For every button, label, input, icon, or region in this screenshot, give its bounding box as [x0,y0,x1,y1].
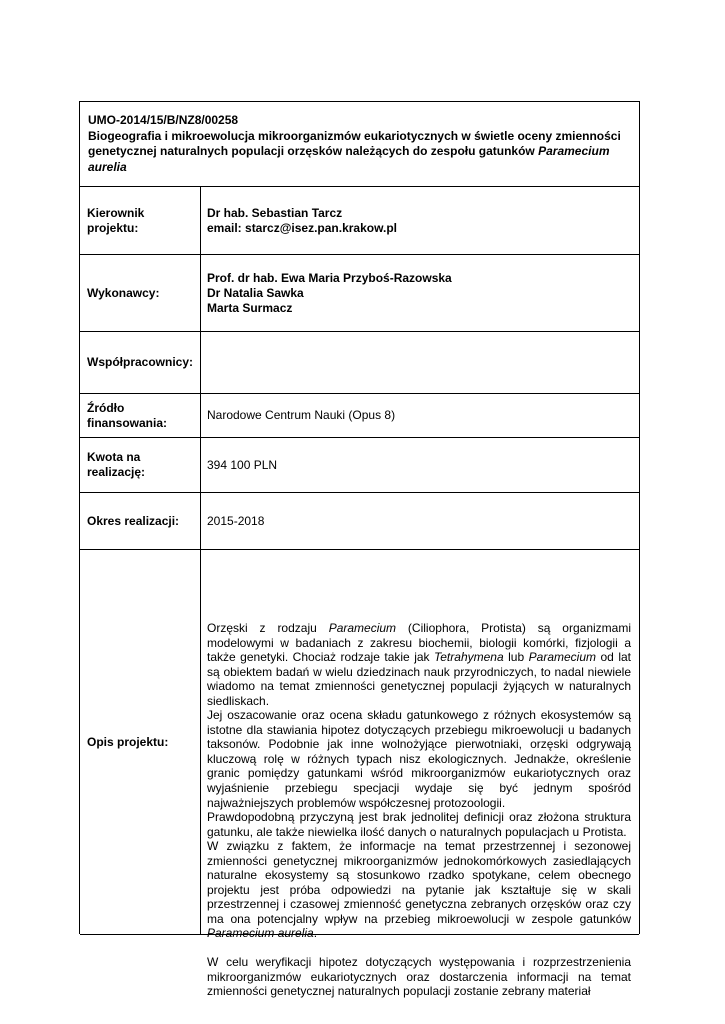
opis-genus: Paramecium [528,650,596,665]
project-header-row [80,102,639,187]
project-title-genus: Paramecium [538,144,610,158]
row-kierownik [80,187,639,255]
label-wykonawcy: Wykonawcy: [80,255,201,331]
project-title [88,129,631,176]
value-opis [201,550,639,999]
opis-paragraph-4 [207,839,631,941]
opis-text: (Ciliophora, Protista) są organizmami modelowymi w badaniach z zakresu biochemii, biologii komórki, fizjologii a także genetyki. Chociaż rodzaje takie jak [207,621,631,665]
label-wspolpracownicy: Współpracownicy: [80,332,201,393]
opis-text: lub [503,650,529,665]
value-wspolpracownicy [201,332,639,393]
row-kwota [80,438,639,493]
opis-paragraph-5: W celu weryfikacji hipotez dotyczących występowania i rozprzestrzenienia mikroorganizmów eukariotycznych oraz dostarczenia informacji na temat zmienności genetycznej naturalnych populacji zostanie zebrany materiał [207,955,631,999]
opis-paragraph-1 [207,621,631,708]
kierownik-email: email: starcz@isez.pan.krakow.pl [207,220,397,235]
opis-text: W związku z faktem, że informacje na temat przestrzennej i sezonowej zmienności genetycznej mikroorganizmów jednokomórkowych zasiedlających naturalne ekosystemy są stosunkowo rzadko spotykane, celem obecnego projektu jest próba odpowiedzi na pytanie jak kształtuje się w skali przestrzennej i czasowej zmienność genetyczna zebranych orzęsków oraz czy ma ona potencjalny wpływ na przebieg mikroewolucji w zespole gatunków [207,839,631,926]
row-wykonawcy [80,255,639,332]
project-header [80,102,639,175]
label-okres: Okres realizacji: [80,493,201,549]
project-number: UMO-2014/15/B/NZ8/00258 [88,113,239,127]
value-kierownik [201,187,639,254]
row-zrodlo [80,394,639,438]
wykonawca-3: Marta Surmacz [207,300,293,315]
opis-species: Paramecium aurelia [207,926,314,941]
row-okres [80,493,639,550]
opis-text: . [313,926,318,941]
wykonawca-1: Prof. dr hab. Ewa Maria Przyboś-Razowska [207,270,452,285]
kierownik-name: Dr hab. Sebastian Tarcz [207,205,343,220]
label-kwota: Kwota na realizację: [80,438,201,492]
label-kierownik: Kierownik projektu: [80,187,201,254]
row-opis [80,550,639,999]
opis-paragraph-3: Prawdopodobną przyczyną jest brak jednolitej definicji oraz złożona struktura gatunku, ale także niewielka ilość danych o naturalnych populacjach u Protista. [207,810,631,839]
label-zrodlo: Źródło finansowania: [80,394,201,437]
value-wykonawcy [201,255,639,331]
project-title-species: aurelia [88,159,127,174]
project-table [79,101,640,999]
opis-paragraph-2: Jej oszacowanie oraz ocena składu gatunkowego z różnych ekosystemów są istotne dla stawiania hipotez dotyczących przebiegu mikroewolucji u badanych taksonów. Podobnie jak inne wolnożyjące pierwotniaki, orzęski odgrywają kluczową rolę w różnych typach nisz ekologicznych. Jednakże, określenie granic pomiędzy gatunkami wśród mikroorganizmów eukariotycznych oraz wyjaśnienie przebiegu specjacji wydaje się być jednym spośród najważniejszych problemów współczesnej protozoologii. [207,708,631,810]
row-wspolpracownicy [80,332,639,394]
opis-text: od lat są obiektem badań w wielu dziedzinach nauk przyrodniczych, to nadal niewiele wiadomo na temat zmienności genetycznej populacji żyjących w naturalnych siedliskach. [207,650,631,708]
label-opis: Opis projektu: [80,550,201,934]
opis-genus: Paramecium [328,621,397,635]
opis-text: Orzęski z rodzaju [207,621,329,635]
project-title-text: Biogeografia i mikroewolucja mikroorganizmów eukariotycznych w świetle oceny zmienności genetycznej naturalnych populacji orzęsków należących do zespołu gatunków [88,128,621,158]
value-okres: 2015-2018 [207,513,265,528]
value-kwota: 394 100 PLN [207,457,278,472]
value-zrodlo: Narodowe Centrum Nauki (Opus 8) [207,408,396,422]
wykonawca-2: Dr Natalia Sawka [207,285,304,300]
opis-genus: Tetrahymena [434,650,504,665]
